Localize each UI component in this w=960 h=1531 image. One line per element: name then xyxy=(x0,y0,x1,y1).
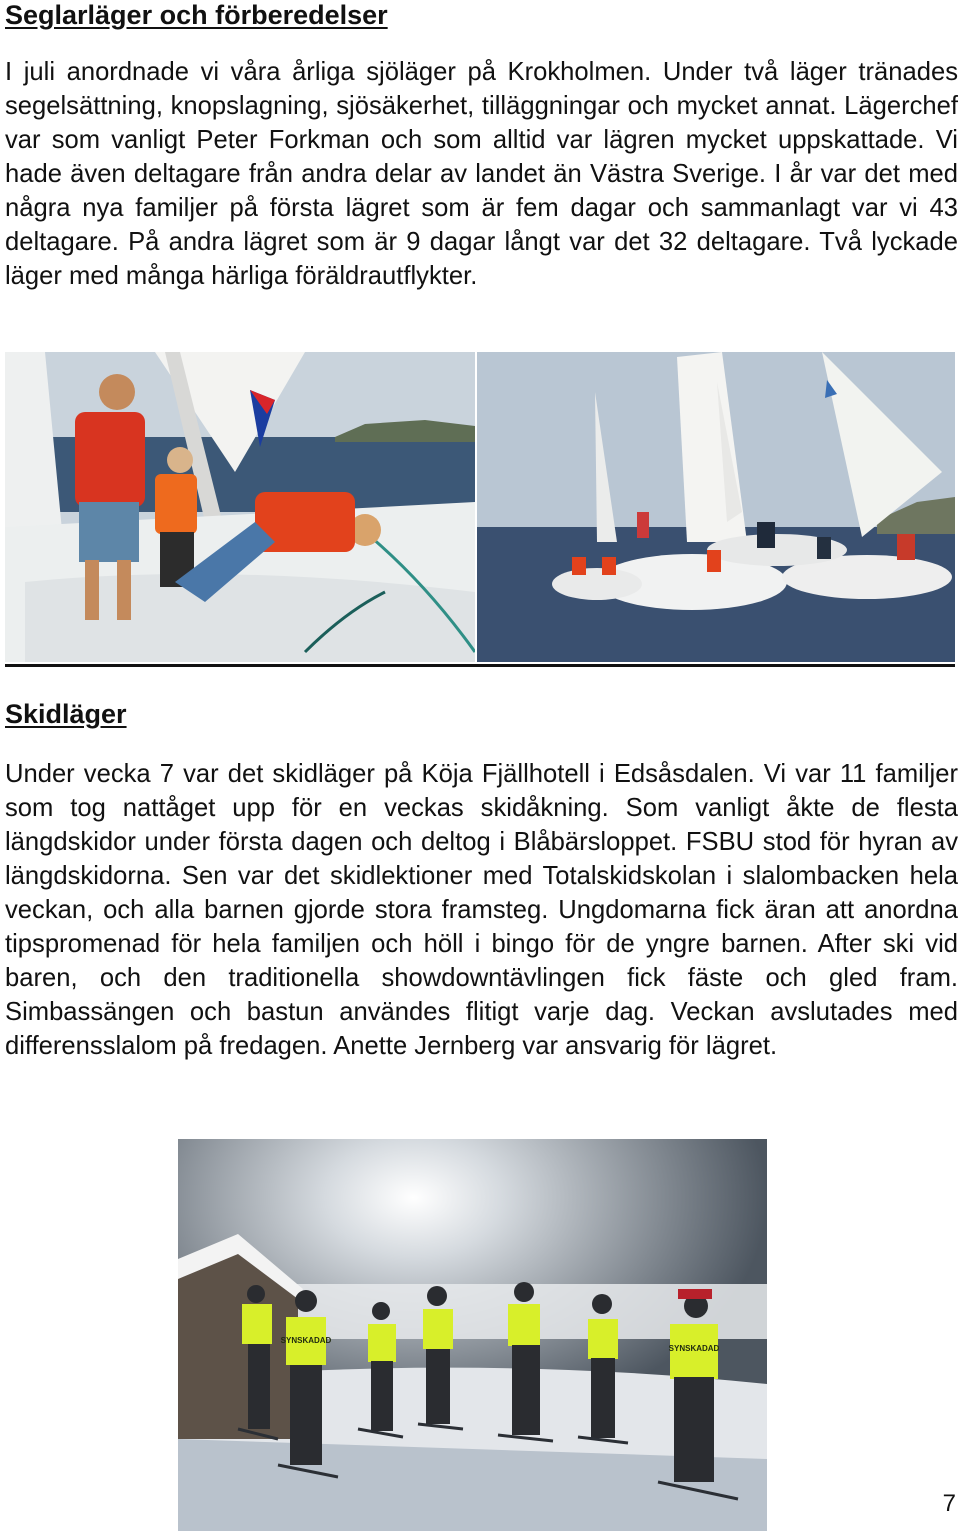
vest-label: SYNSKADAD xyxy=(280,1336,332,1345)
section-heading-sailing: Seglarläger och förberedelser xyxy=(5,0,388,30)
page-number: 7 xyxy=(942,1490,956,1517)
photo-ski-group xyxy=(178,1139,767,1531)
vest-label-right: SYNSKADAD xyxy=(668,1344,720,1353)
photo-sailboats-water xyxy=(477,352,955,662)
section-paragraph-sailing: I juli anordnade vi våra årliga sjöläger på Krokholmen. Under två läger tränades segelsättning, knopslagning, sjösäkerhet, tilläggningar och mycket annat. Lägerchef var som vanligt Peter Forkman och som alltid var lägren mycket uppskattade. Vi hade även deltagare från andra delar av landet än Västra Sverige. I år var det med några nya familjer på första lägret som är fem dagar och sammanlagt var vi 43 deltagare. På andra lägret som är 9 dagar långt var det 32 deltagare. Två lyckade läger med många härliga föräldrautflykter. xyxy=(5,58,958,290)
photo-sailing-children xyxy=(5,352,475,662)
section-paragraph-ski: Under vecka 7 var det skidläger på Köja Fjällhotell i Edsåsdalen. Vi var 11 familjer som tog nattåget upp för en veckas skidåkning. Som vanligt åkte de flesta längdskidor under första dagen och deltog i Blåbärsloppet. FSBU stod för hyran av längdskidorna. Sen var det skidlektioner med Totalskidskolan i slalombacken hela veckan, och alla barnen gjorde stora framsteg. Ungdomarna fick äran att anordna tipspromenad för hela familjen och höll i bingo för de yngre barnen. After ski vid baren, och den traditionella showdowntävlingen fick fäste och gled fram. Simbassängen och bastun användes flitigt varje dag. Veckan avslutades med differensslalom på fredagen. Anette Jernberg var ansvarig för lägret. xyxy=(5,760,958,1060)
section-divider xyxy=(5,664,955,667)
section-heading-ski: Skidläger xyxy=(5,699,127,729)
